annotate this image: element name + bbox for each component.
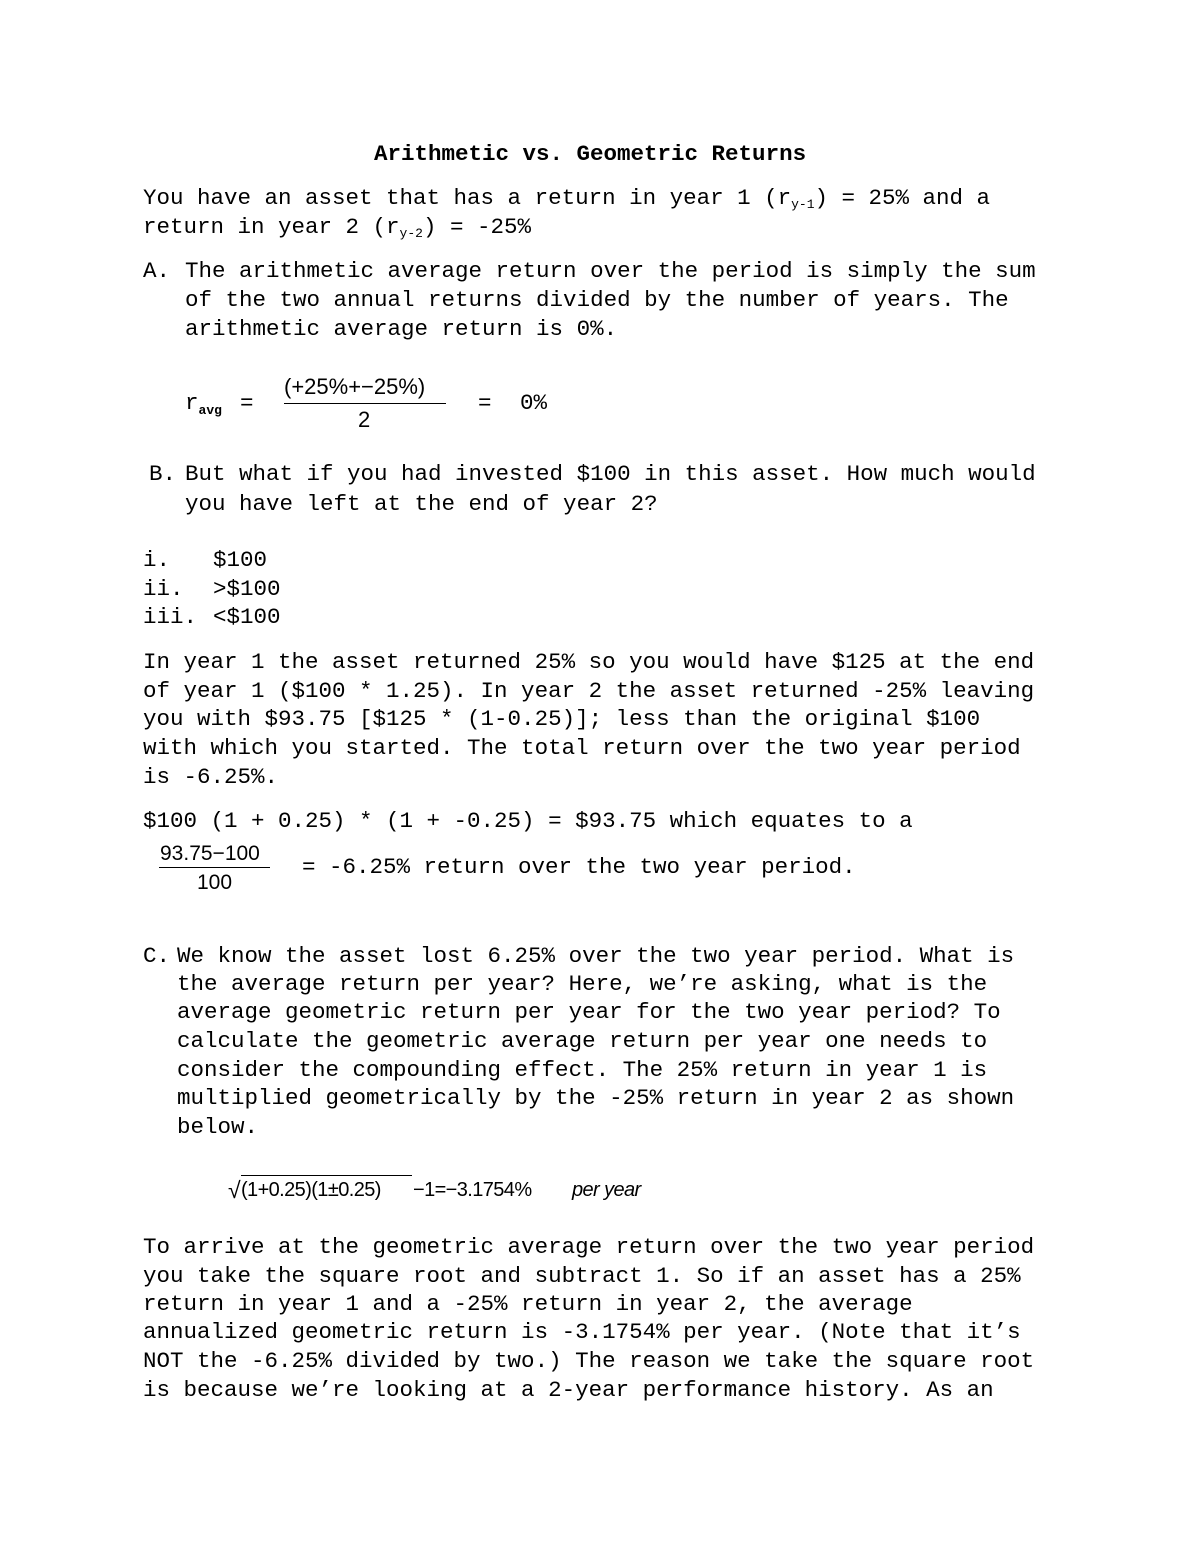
- eq-b-tail: = -6.25% return over the two year period.: [302, 854, 856, 880]
- eq-a-numerator: (+25%+−25%): [284, 374, 426, 399]
- eq-a-equals: =: [240, 390, 254, 416]
- root-tail: −1=−3.1754%: [413, 1179, 532, 1201]
- eq-a-lhs: $r_{avg}$: [185, 390, 222, 418]
- eq-b-denominator: 100: [197, 871, 233, 894]
- part-a-marker: A.: [143, 258, 171, 284]
- root-unit: per year: [572, 1179, 641, 1201]
- option-text: <$100: [213, 604, 281, 630]
- part-b-paragraph-line-3: you with $93.75 [$125 * (1-0.25)]; less than the original $100: [143, 706, 981, 732]
- conclusion-line-4: annualized geometric return is -3.1754% per year. (Note that it’s: [143, 1319, 1021, 1345]
- part-b-paragraph-line-4: with which you started. The total return over the two year period: [143, 735, 1021, 761]
- part-b-calculation: $100 (1 + 0.25) * (1 + -0.25) = $93.75 which equates to a: [143, 808, 913, 834]
- conclusion-line-2: you take the square root and subtract 1. So if an asset has a 25%: [143, 1263, 1021, 1289]
- part-a-line-3: arithmetic average return is 0%.: [185, 316, 618, 342]
- part-b-line-1: But what if you had invested $100 in this asset. How much would: [185, 461, 1036, 487]
- eq-a-denominator: 2: [358, 407, 371, 432]
- conclusion-line-1: To arrive at the geometric average return over the two year period: [143, 1234, 1035, 1260]
- root-sign: √: [228, 1177, 241, 1203]
- option-marker: iii.: [143, 604, 198, 630]
- part-b-marker: B.: [149, 461, 177, 487]
- intro-line-2: return in year 2 $(r_{y-2}) = -25\%$: [143, 214, 531, 241]
- option-text: $100: [213, 547, 268, 573]
- part-c-line-1: We know the asset lost 6.25% over the two year period. What is: [177, 943, 1015, 969]
- part-c-line-5: consider the compounding effect. The 25% return in year 1 is: [177, 1057, 988, 1083]
- part-b-paragraph-line-1: In year 1 the asset returned 25% so you would have $125 at the end: [143, 649, 1035, 675]
- intro-line-1: You have an asset that has a return in year 1 $(r_{y-1}) = 25\%$ and a: [143, 185, 991, 212]
- eq-b-numerator: 93.75−100: [160, 842, 260, 865]
- option-marker: i.: [143, 547, 171, 573]
- part-a-line-2: of the two annual returns divided by the number of years. The: [185, 287, 1009, 313]
- part-b-paragraph-line-5: is -6.25%.: [143, 764, 279, 790]
- part-c-line-6: multiplied geometrically by the -25% return in year 2 as shown: [177, 1085, 1015, 1111]
- eq-a-fraction-bar: [284, 403, 446, 404]
- option-text: >$100: [213, 576, 281, 602]
- part-b-paragraph-line-2: of year 1 ($100 * 1.25). In year 2 the asset returned -25% leaving: [143, 678, 1035, 704]
- part-c-line-3: average geometric return per year for the two year period? To: [177, 999, 1001, 1025]
- eq-b-fraction-bar: [159, 867, 270, 868]
- root-body: (1+0.25)(1±0.25): [241, 1179, 381, 1201]
- part-a-line-1: The arithmetic average return over the period is simply the sum: [185, 258, 1036, 284]
- part-c-line-4: calculate the geometric average return per year one needs to: [177, 1028, 988, 1054]
- eq-a-equals-2: =: [478, 390, 492, 416]
- conclusion-line-5: NOT the -6.25% divided by two.) The reason we take the square root: [143, 1348, 1035, 1374]
- conclusion-line-6: is because we’re looking at a 2-year performance history. As an: [143, 1377, 994, 1403]
- part-c-line-7: below.: [177, 1114, 259, 1140]
- part-c-line-2: the average return per year? Here, we’re asking, what is the: [177, 971, 988, 997]
- conclusion-line-3: return in year 1 and a -25% return in year 2, the average: [143, 1291, 913, 1317]
- part-c-marker: C.: [143, 943, 171, 969]
- eq-a-result: 0%: [520, 390, 548, 416]
- option-marker: ii.: [143, 576, 184, 602]
- part-b-line-2: you have left at the end of year 2?: [185, 491, 658, 517]
- page-title: Arithmetic vs. Geometric Returns: [374, 141, 807, 167]
